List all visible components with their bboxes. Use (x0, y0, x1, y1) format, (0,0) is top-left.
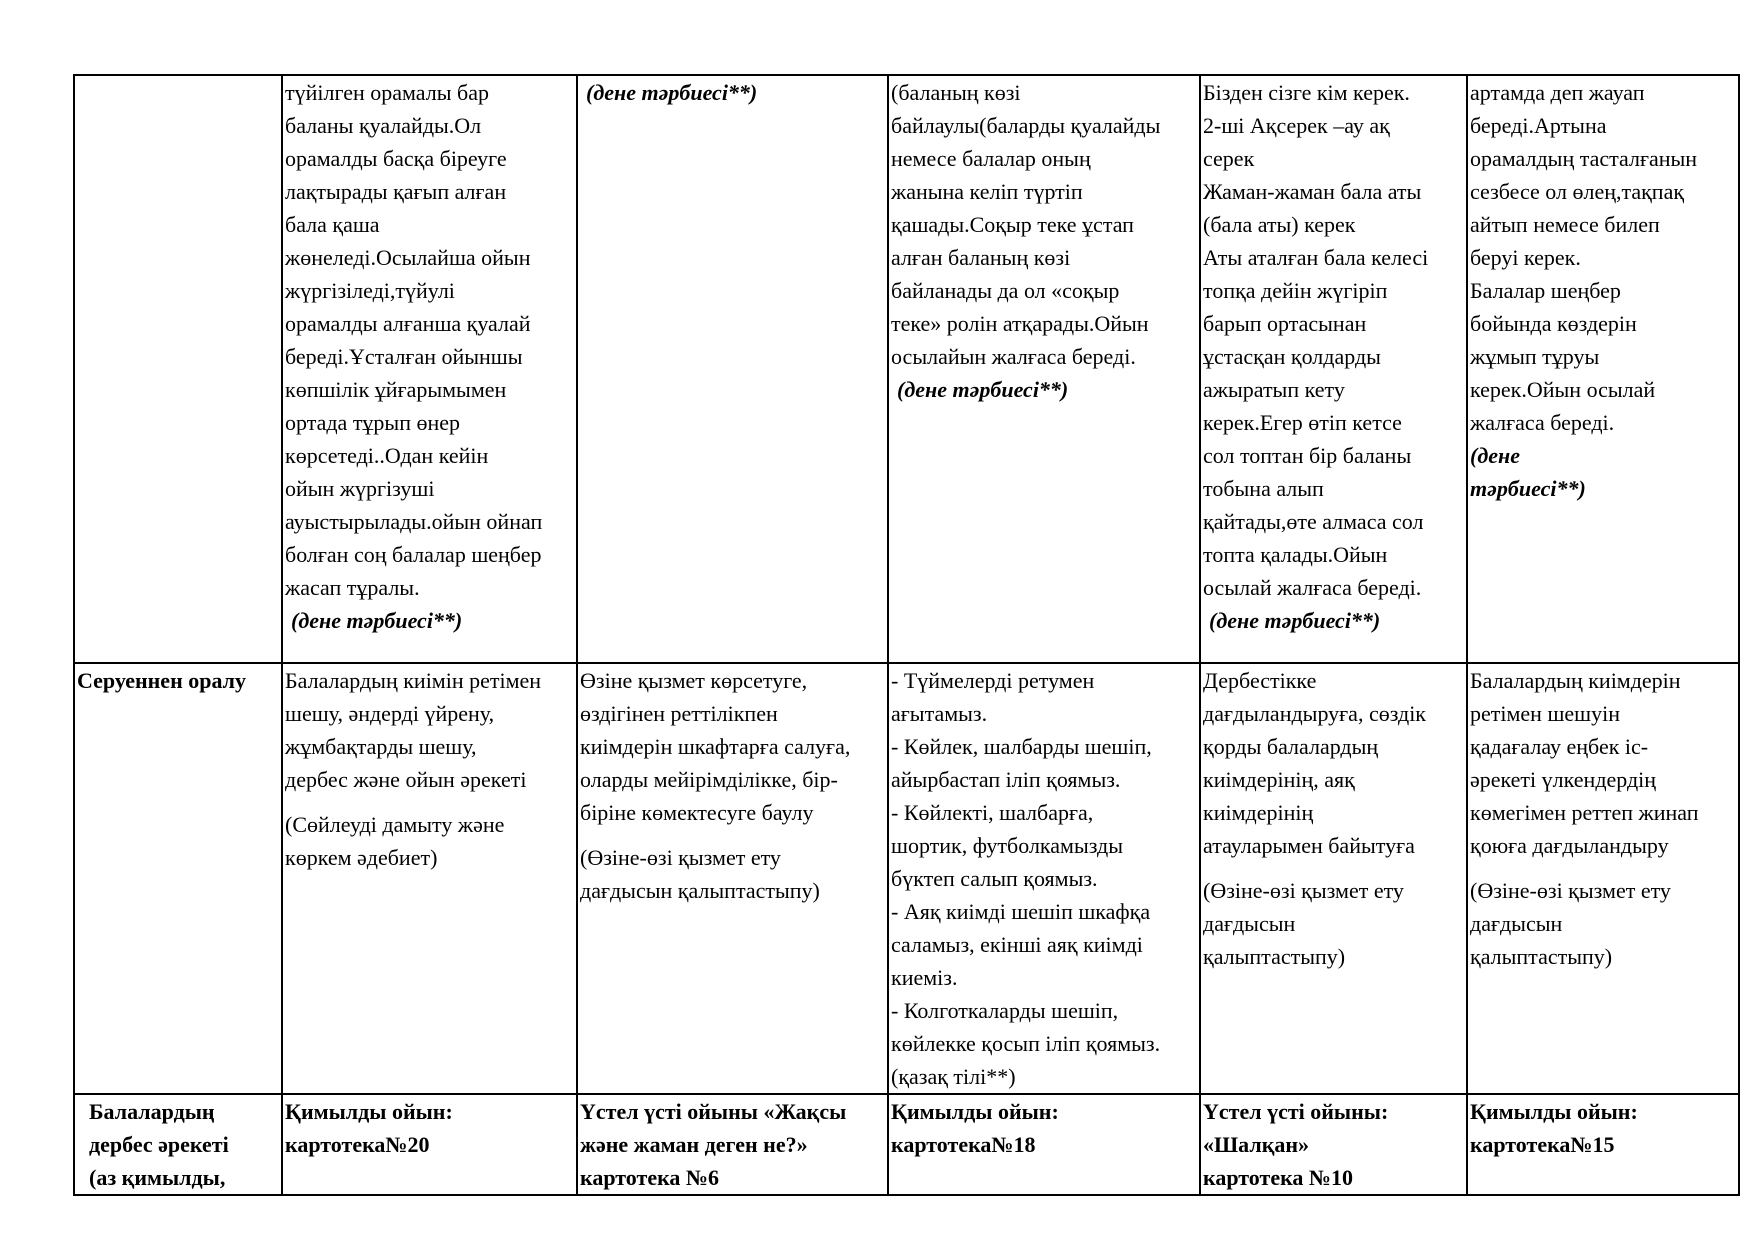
cell-text: түйілген орамалы бар баланы қуалайды.Ол орамалды басқа біреуге лақтырады қағып алған бала қаша жөнеледі.Осылайша ойын жүргізіледі,түйулі орамалды алғанша қуалай береді.Ұсталған ойыншы көпшілік ұйғарымымен ортада тұрып өнер көрсетеді..Одан кейін ойын жүргізуші ауыстырылады.ойын ойнап болған соң балалар шеңбер жасап тұралы. (285, 80, 543, 600)
cell-subject-note: (дене тәрбиесі**) (1470, 443, 1586, 501)
cell-text: Қимылды ойын: картотека№15 (1470, 1099, 1638, 1157)
cell-text: Өзіне қызмет көрсетуге, өздігінен реттілікпен киімдерін шкафтарға салуға, оларды мейірімділікке, бір- біріне көмектесуге баулу (580, 668, 851, 825)
cell-subject-note: (дене тәрбиесі**) (1209, 608, 1381, 633)
table-row-return-from-walk (74, 663, 1739, 1094)
cell-wednesday (888, 663, 1200, 1094)
cell-subject-note: (дене тәрбиесі**) (291, 608, 463, 633)
cell-subject-note: (Сөйлеуді дамыту және көркем әдебиет) (285, 812, 505, 870)
cell-thursday (1200, 75, 1467, 663)
cell-wednesday (888, 75, 1200, 663)
cell-text: Бізден сізге кім керек. 2-ші Ақсерек –ау ақ серек Жаман-жаман бала аты (бала аты) керек Аты аталған бала келесі топқа дейін жүгіріп барып ортасынан ұстасқан қолдарды ажыратып кету керек.Егер өтіп кетсе сол топтан бір баланы тобына алып қайтады,өте алмаса сол топта қалады.Ойын осылай жалғаса береді. (1203, 80, 1429, 600)
cell-subject-note: (Өзіне-өзі қызмет ету дағдысын қалыптастыпу) (580, 845, 820, 903)
row-label: Балалардың дербес әрекеті (аз қимылды, (89, 1099, 229, 1190)
table-row-game-description (74, 75, 1739, 663)
cell-monday (282, 1094, 577, 1195)
cell-text: Балалардың киімдерін ретімен шешуін қадағалау еңбек іс- әрекеті үлкендердің көмегімен реттеп жинап қоюға дағдыландыру (1470, 668, 1699, 858)
cell-thursday (1200, 1094, 1467, 1195)
daily-plan-table (73, 74, 1740, 1196)
cell-friday (1467, 1094, 1739, 1195)
cell-text: артамда деп жауап береді.Артына орамалдың тасталғанын сезбесе ол өлең,тақпақ айтып немесе билеп беруі керек. Балалар шеңбер бойында көздерін жұмып тұруы керек.Ойын осылай жалғаса береді. (1470, 80, 1698, 435)
cell-tuesday (577, 1094, 888, 1195)
cell-subject-note: (Өзіне-өзі қызмет ету дағдысын қалыптастыпу) (1203, 878, 1404, 969)
cell-subject-note: (дене тәрбиесі**) (897, 377, 1069, 402)
cell-monday (282, 663, 577, 1094)
cell-text: Балалардың киімін ретімен шешу, әндерді үйрену, жұмбақтарды шешу, дербес және ойын әрекеті (285, 668, 542, 792)
cell-text: Қимылды ойын: картотека№20 (285, 1099, 453, 1157)
row-label-cell (74, 75, 282, 663)
cell-text: Үстел үсті ойыны «Жақсы және жаман деген не?» картотека №6 (580, 1099, 847, 1190)
cell-tuesday (577, 663, 888, 1094)
cell-tuesday (577, 75, 888, 663)
cell-subject-note: (дене тәрбиесі**) (586, 80, 758, 105)
cell-thursday (1200, 663, 1467, 1094)
cell-text: - Түймелерді ретумен ағытамыз. - Көйлек, шалбарды шешіп, айырбастап іліп қоямыз. - Көйлекті, шалбарға, шортик, футболкамызды бүктеп салып қоямыз. - Аяқ киімді шешіп шкафқа саламыз, екінші аяқ киімді киеміз. - Колготкаларды шешіп, көйлекке қосып іліп қоямыз. (қазақ тілі**) (891, 668, 1161, 1089)
cell-text: (баланың көзі байлаулы(баларды қуалайды немесе балалар оның жанына келіп түртіп қашады.Соқыр теке ұстап алған баланың көзі байланады да ол «соқыр теке» ролін атқарады.Ойын осылайын жалғаса береді. (891, 80, 1161, 369)
cell-text: Қимылды ойын: картотека№18 (891, 1099, 1059, 1157)
cell-subject-note: (Өзіне-өзі қызмет ету дағдысын қалыптастыпу) (1470, 878, 1671, 969)
row-label-cell (74, 1094, 282, 1195)
row-label-cell (74, 663, 282, 1094)
cell-monday (282, 75, 577, 663)
row-label: Серуеннен оралу (77, 668, 247, 693)
cell-text: Дербестікке дағдыландыруға, сөздік қорды балалардың киімдерінің, аяқ киімдерінің атауларымен байытуға (1203, 668, 1426, 858)
cell-text: Үстел үсті ойыны: «Шалқан» картотека №10 (1203, 1099, 1389, 1190)
cell-friday (1467, 75, 1739, 663)
table-row-independent-activity (74, 1094, 1739, 1195)
cell-wednesday (888, 1094, 1200, 1195)
cell-friday (1467, 663, 1739, 1094)
